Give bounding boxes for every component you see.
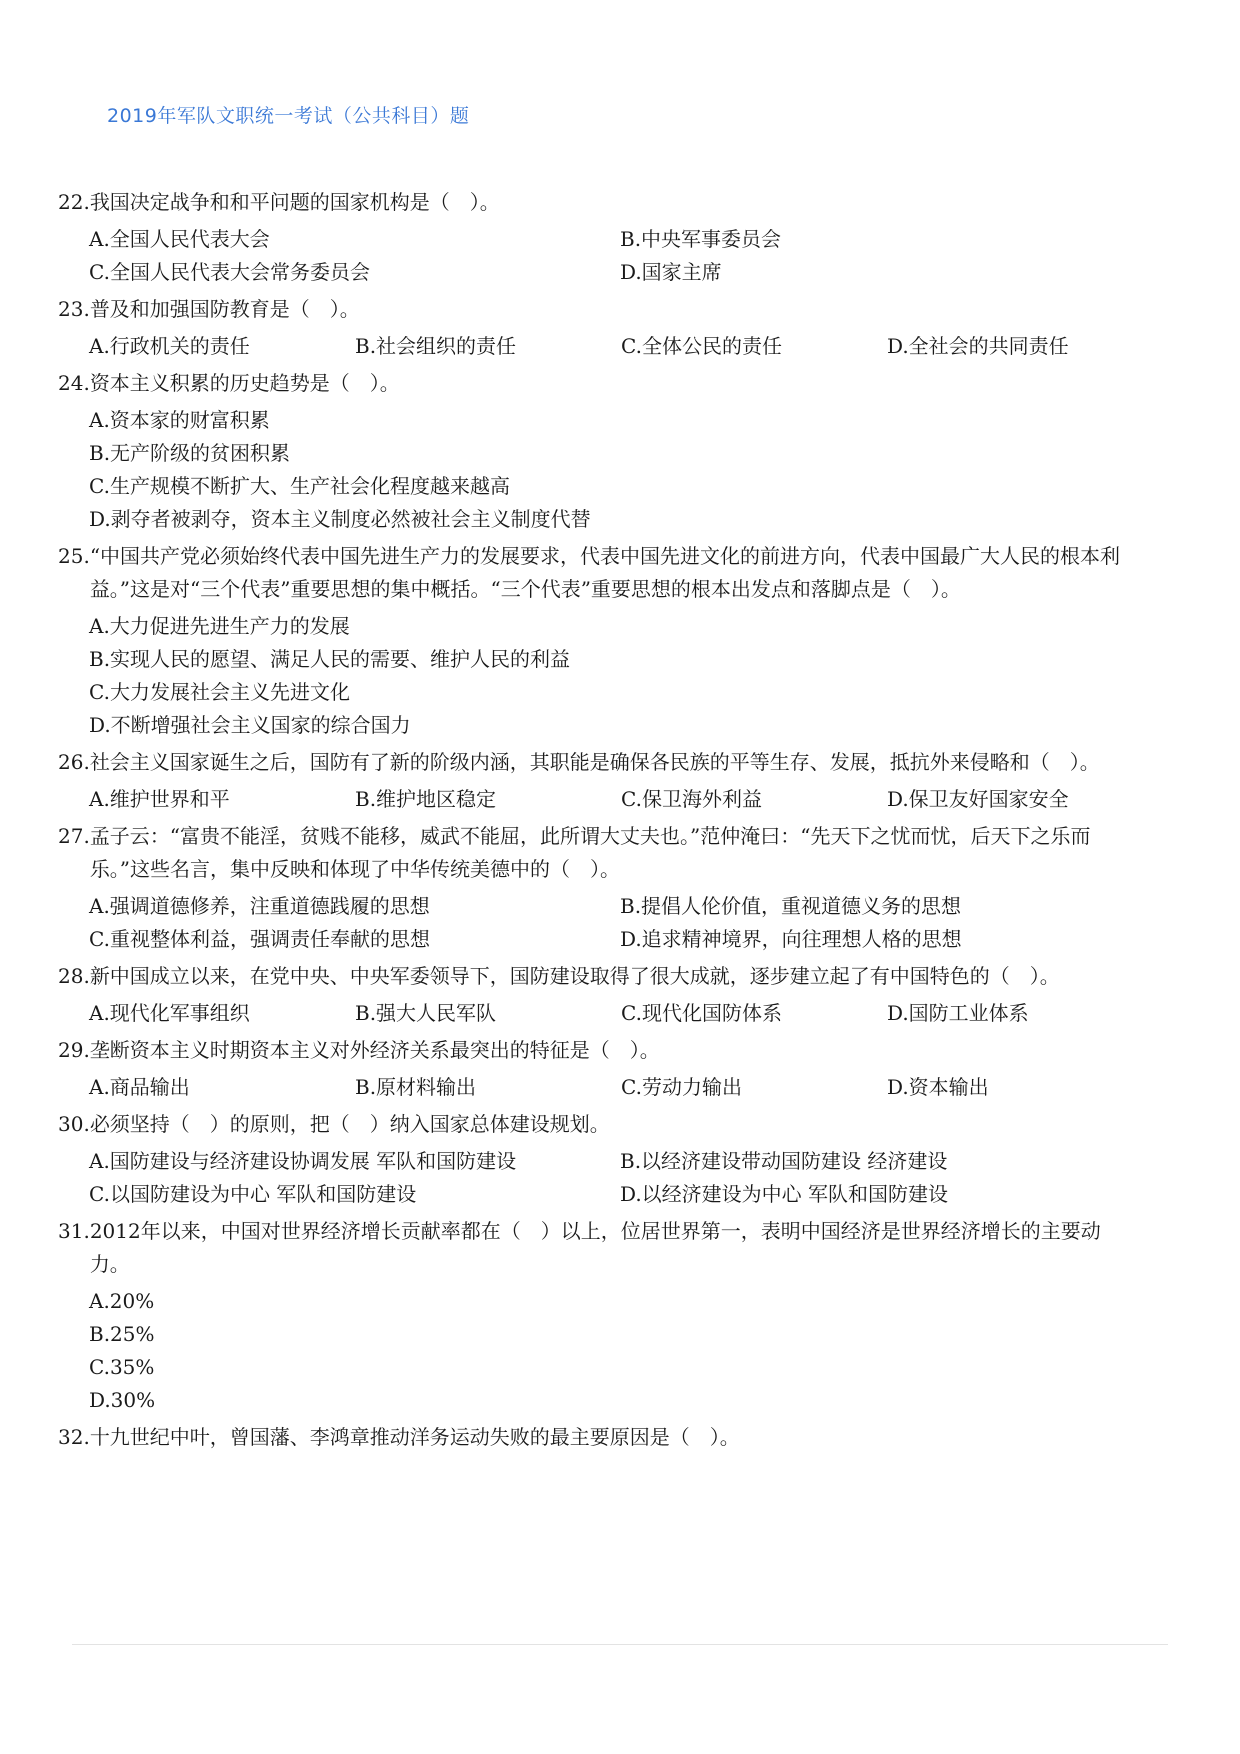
question-28	[58, 960, 1138, 1030]
option-a: A.行政机关的责任	[89, 334, 250, 358]
question-text: 孟子云：“富贵不能淫，贫贱不能移，威武不能屈，此所谓大丈夫也。”范仲淹曰：“先天下之忧而忧，后天下之乐而乐。”这些名言，集中反映和体现了中华传统美德中的（ ）。	[89, 824, 1091, 881]
question-number: 29.	[58, 1038, 90, 1062]
option-b: B.维护地区稳定	[355, 787, 497, 811]
question-stem	[58, 1421, 1138, 1454]
option-d: D.追求精神境界，向往理想人格的思想	[620, 927, 962, 951]
question-text: “中国共产党必须始终代表中国先进生产力的发展要求，代表中国先进文化的前进方向，代表中国最广大人民的根本利益。”这是对“三个代表”重要思想的集中概括。“三个代表”重要思想的根本出发点和落脚点是（ ）。	[89, 544, 1121, 601]
option-list	[58, 1145, 1138, 1211]
option-c: C.生产规模不断扩大、生产社会化程度越来越高	[89, 474, 510, 498]
option-b: B.强大人民军队	[355, 1001, 497, 1025]
option-b: B.中央军事委员会	[620, 227, 782, 251]
option-a: A.商品输出	[89, 1075, 190, 1099]
option-b: B.以经济建设带动国防建设 经济建设	[620, 1149, 948, 1173]
question-stem	[58, 1215, 1138, 1281]
question-22	[58, 186, 1138, 289]
question-23	[58, 293, 1138, 363]
question-number: 22.	[58, 190, 90, 214]
footer-divider	[72, 1644, 1168, 1645]
question-stem	[58, 1034, 1138, 1067]
question-number: 27.	[58, 824, 90, 848]
option-d: D.国家主席	[620, 260, 722, 284]
option-a: A.资本家的财富积累	[89, 408, 270, 432]
option-c: C.全国人民代表大会常务委员会	[89, 260, 370, 284]
question-list	[58, 186, 1138, 1458]
option-b: B.实现人民的愿望、满足人民的需要、维护人民的利益	[89, 647, 571, 671]
option-list	[58, 1285, 1138, 1417]
question-number: 31.	[58, 1219, 90, 1243]
option-c: C.重视整体利益，强调责任奉献的思想	[89, 927, 430, 951]
option-d: D.资本输出	[887, 1075, 989, 1099]
question-30	[58, 1108, 1138, 1211]
page-header: 2019年军队文职统一考试（公共科目）题	[107, 105, 470, 127]
option-list	[58, 610, 1138, 742]
option-d: D.剥夺者被剥夺，资本主义制度必然被社会主义制度代替	[89, 507, 591, 531]
option-list	[58, 783, 1138, 816]
option-d: D.国防工业体系	[887, 1001, 1029, 1025]
option-list	[58, 890, 1138, 956]
option-b: B.社会组织的责任	[355, 334, 517, 358]
option-c: C.保卫海外利益	[621, 787, 762, 811]
option-list	[58, 1071, 1138, 1104]
question-text: 必须坚持（ ）的原则，把（ ）纳入国家总体建设规划。	[89, 1112, 610, 1136]
option-c: C.全体公民的责任	[621, 334, 782, 358]
option-d: D.不断增强社会主义国家的综合国力	[89, 713, 411, 737]
option-c: C.劳动力输出	[621, 1075, 742, 1099]
question-text: 新中国成立以来，在党中央、中央军委领导下，国防建设取得了很大成就，逐步建立起了有中国特色的（ ）。	[89, 964, 1060, 988]
question-32	[58, 1421, 1138, 1454]
question-stem	[58, 960, 1138, 993]
question-number: 26.	[58, 750, 90, 774]
question-24	[58, 367, 1138, 536]
question-text: 社会主义国家诞生之后，国防有了新的阶级内涵，其职能是确保各民族的平等生存、发展，抵抗外来侵略和（ ）。	[89, 750, 1100, 774]
question-text: 十九世纪中叶，曾国藩、李鸿章推动洋务运动失败的最主要原因是（ ）。	[89, 1425, 740, 1449]
option-c: C.以国防建设为中心 军队和国防建设	[89, 1182, 417, 1206]
question-text: 资本主义积累的历史趋势是（ ）。	[89, 371, 400, 395]
option-c: C.现代化国防体系	[621, 1001, 782, 1025]
option-a: A.全国人民代表大会	[89, 227, 270, 251]
option-list	[58, 404, 1138, 536]
option-b: B.无产阶级的贫困积累	[89, 441, 291, 465]
option-b: B.原材料输出	[355, 1075, 477, 1099]
option-c: C.35%	[89, 1355, 155, 1379]
option-d: D.保卫友好国家安全	[887, 787, 1069, 811]
question-text: 2012年以来，中国对世界经济增长贡献率都在（ ）以上，位居世界第一，表明中国经济是世界经济增长的主要动力。	[89, 1219, 1101, 1276]
option-b: B.提倡人伦价值，重视道德义务的思想	[620, 894, 962, 918]
question-number: 25.	[58, 544, 90, 568]
option-a: A.维护世界和平	[89, 787, 230, 811]
option-a: A.强调道德修养，注重道德践履的思想	[89, 894, 430, 918]
question-text: 普及和加强国防教育是（ ）。	[89, 297, 360, 321]
question-number: 30.	[58, 1112, 90, 1136]
question-number: 24.	[58, 371, 90, 395]
question-stem	[58, 746, 1138, 779]
question-number: 28.	[58, 964, 90, 988]
question-number: 23.	[58, 297, 90, 321]
option-list	[58, 223, 1138, 289]
option-a: A.国防建设与经济建设协调发展 军队和国防建设	[89, 1149, 517, 1173]
question-text: 我国决定战争和和平问题的国家机构是（ ）。	[89, 190, 500, 214]
question-25	[58, 540, 1138, 742]
option-b: B.25%	[89, 1322, 155, 1346]
question-text: 垄断资本主义时期资本主义对外经济关系最突出的特征是（ ）。	[89, 1038, 660, 1062]
question-stem	[58, 820, 1138, 886]
option-list	[58, 997, 1138, 1030]
question-26	[58, 746, 1138, 816]
question-number: 32.	[58, 1425, 90, 1449]
question-stem	[58, 540, 1138, 606]
question-stem	[58, 186, 1138, 219]
question-27	[58, 820, 1138, 956]
question-29	[58, 1034, 1138, 1104]
question-stem	[58, 1108, 1138, 1141]
option-a: A.大力促进先进生产力的发展	[89, 614, 350, 638]
option-c: C.大力发展社会主义先进文化	[89, 680, 350, 704]
question-31	[58, 1215, 1138, 1417]
question-stem	[58, 293, 1138, 326]
question-stem	[58, 367, 1138, 400]
option-d: D.以经济建设为中心 军队和国防建设	[620, 1182, 949, 1206]
option-d: D.全社会的共同责任	[887, 334, 1069, 358]
option-a: A.现代化军事组织	[89, 1001, 250, 1025]
option-a: A.20%	[89, 1289, 155, 1313]
option-d: D.30%	[89, 1388, 156, 1412]
option-list	[58, 330, 1138, 363]
